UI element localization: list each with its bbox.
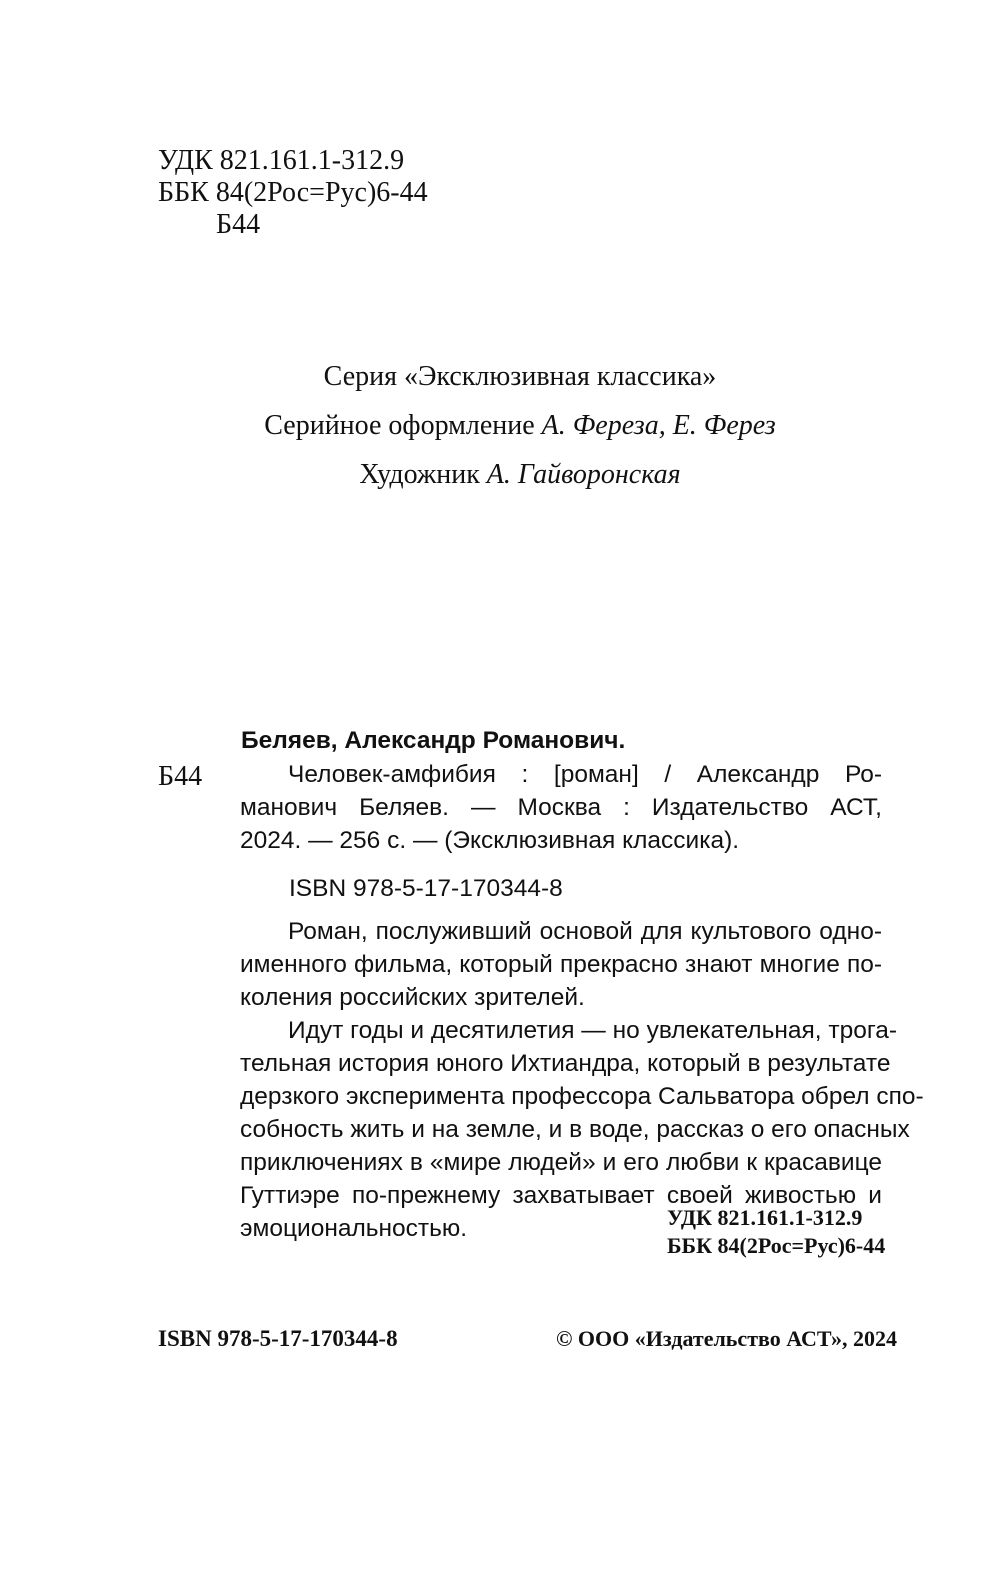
desc-line: манович Беляев. — Москва : Издательство АСТ, [240, 794, 882, 821]
annotation-line: Гуттиэре по-прежнему захватывает своей живостью и [240, 1182, 882, 1209]
author-sign: Б44 [216, 209, 261, 240]
annotation-line: дерзкого эксперимента профессора Сальватора обрел спо- [240, 1083, 924, 1110]
design-credit [0, 410, 1000, 442]
bibliographic-description [240, 761, 882, 860]
bbk-code: ББК 84(2Рос=Рус)6-44 [158, 177, 428, 208]
copyright: © ООО «Издательство АСТ», 2024 [556, 1326, 898, 1351]
annotation-line: Идут годы и десятилетия — но увлекательная, трога- [288, 1017, 898, 1044]
annotation-line: эмоциональностью. [240, 1215, 468, 1242]
artist-label: Художник [359, 459, 487, 490]
artist-credit [0, 459, 1000, 491]
author-heading: Беляев, Александр Романович. [241, 727, 626, 754]
annotation-line: коления российских зрителей. [240, 984, 585, 1011]
catalog-bbk: ББК 84(2Рос=Рус)6-44 [667, 1233, 886, 1258]
annotation-line: тельная история юного Ихтиандра, который в результате [240, 1050, 891, 1077]
annotation-line: Роман, послуживший основой для культового одно- [288, 918, 882, 945]
annotation-line: приключениях в «мире людей» и его любви к красавице [240, 1149, 882, 1176]
design-label: Серийное оформление [264, 410, 542, 441]
catalog-author-sign: Б44 [158, 761, 203, 792]
catalog-udk: УДК 821.161.1-312.9 [667, 1205, 863, 1230]
desc-line: 2024. — 256 с. — (Эксклюзивная классика). [240, 827, 740, 854]
isbn-line: ISBN 978-5-17-170344-8 [289, 875, 563, 902]
annotation [240, 918, 924, 1248]
desc-line: Человек-амфибия : [роман] / Александр Ро- [288, 761, 882, 788]
annotation-line: собность жить и на земле, и в воде, рассказ о его опасных [240, 1116, 910, 1143]
annotation-line: именного фильма, который прекрасно знают многие по- [240, 951, 882, 978]
design-names: А. Фереза, Е. Ферез [541, 410, 776, 441]
footer-isbn: ISBN 978-5-17-170344-8 [158, 1326, 398, 1351]
artist-name: А. Гайворонская [486, 459, 681, 490]
series-line: Серия «Эксклюзивная классика» [323, 361, 717, 392]
udk-code: УДК 821.161.1-312.9 [158, 145, 405, 176]
